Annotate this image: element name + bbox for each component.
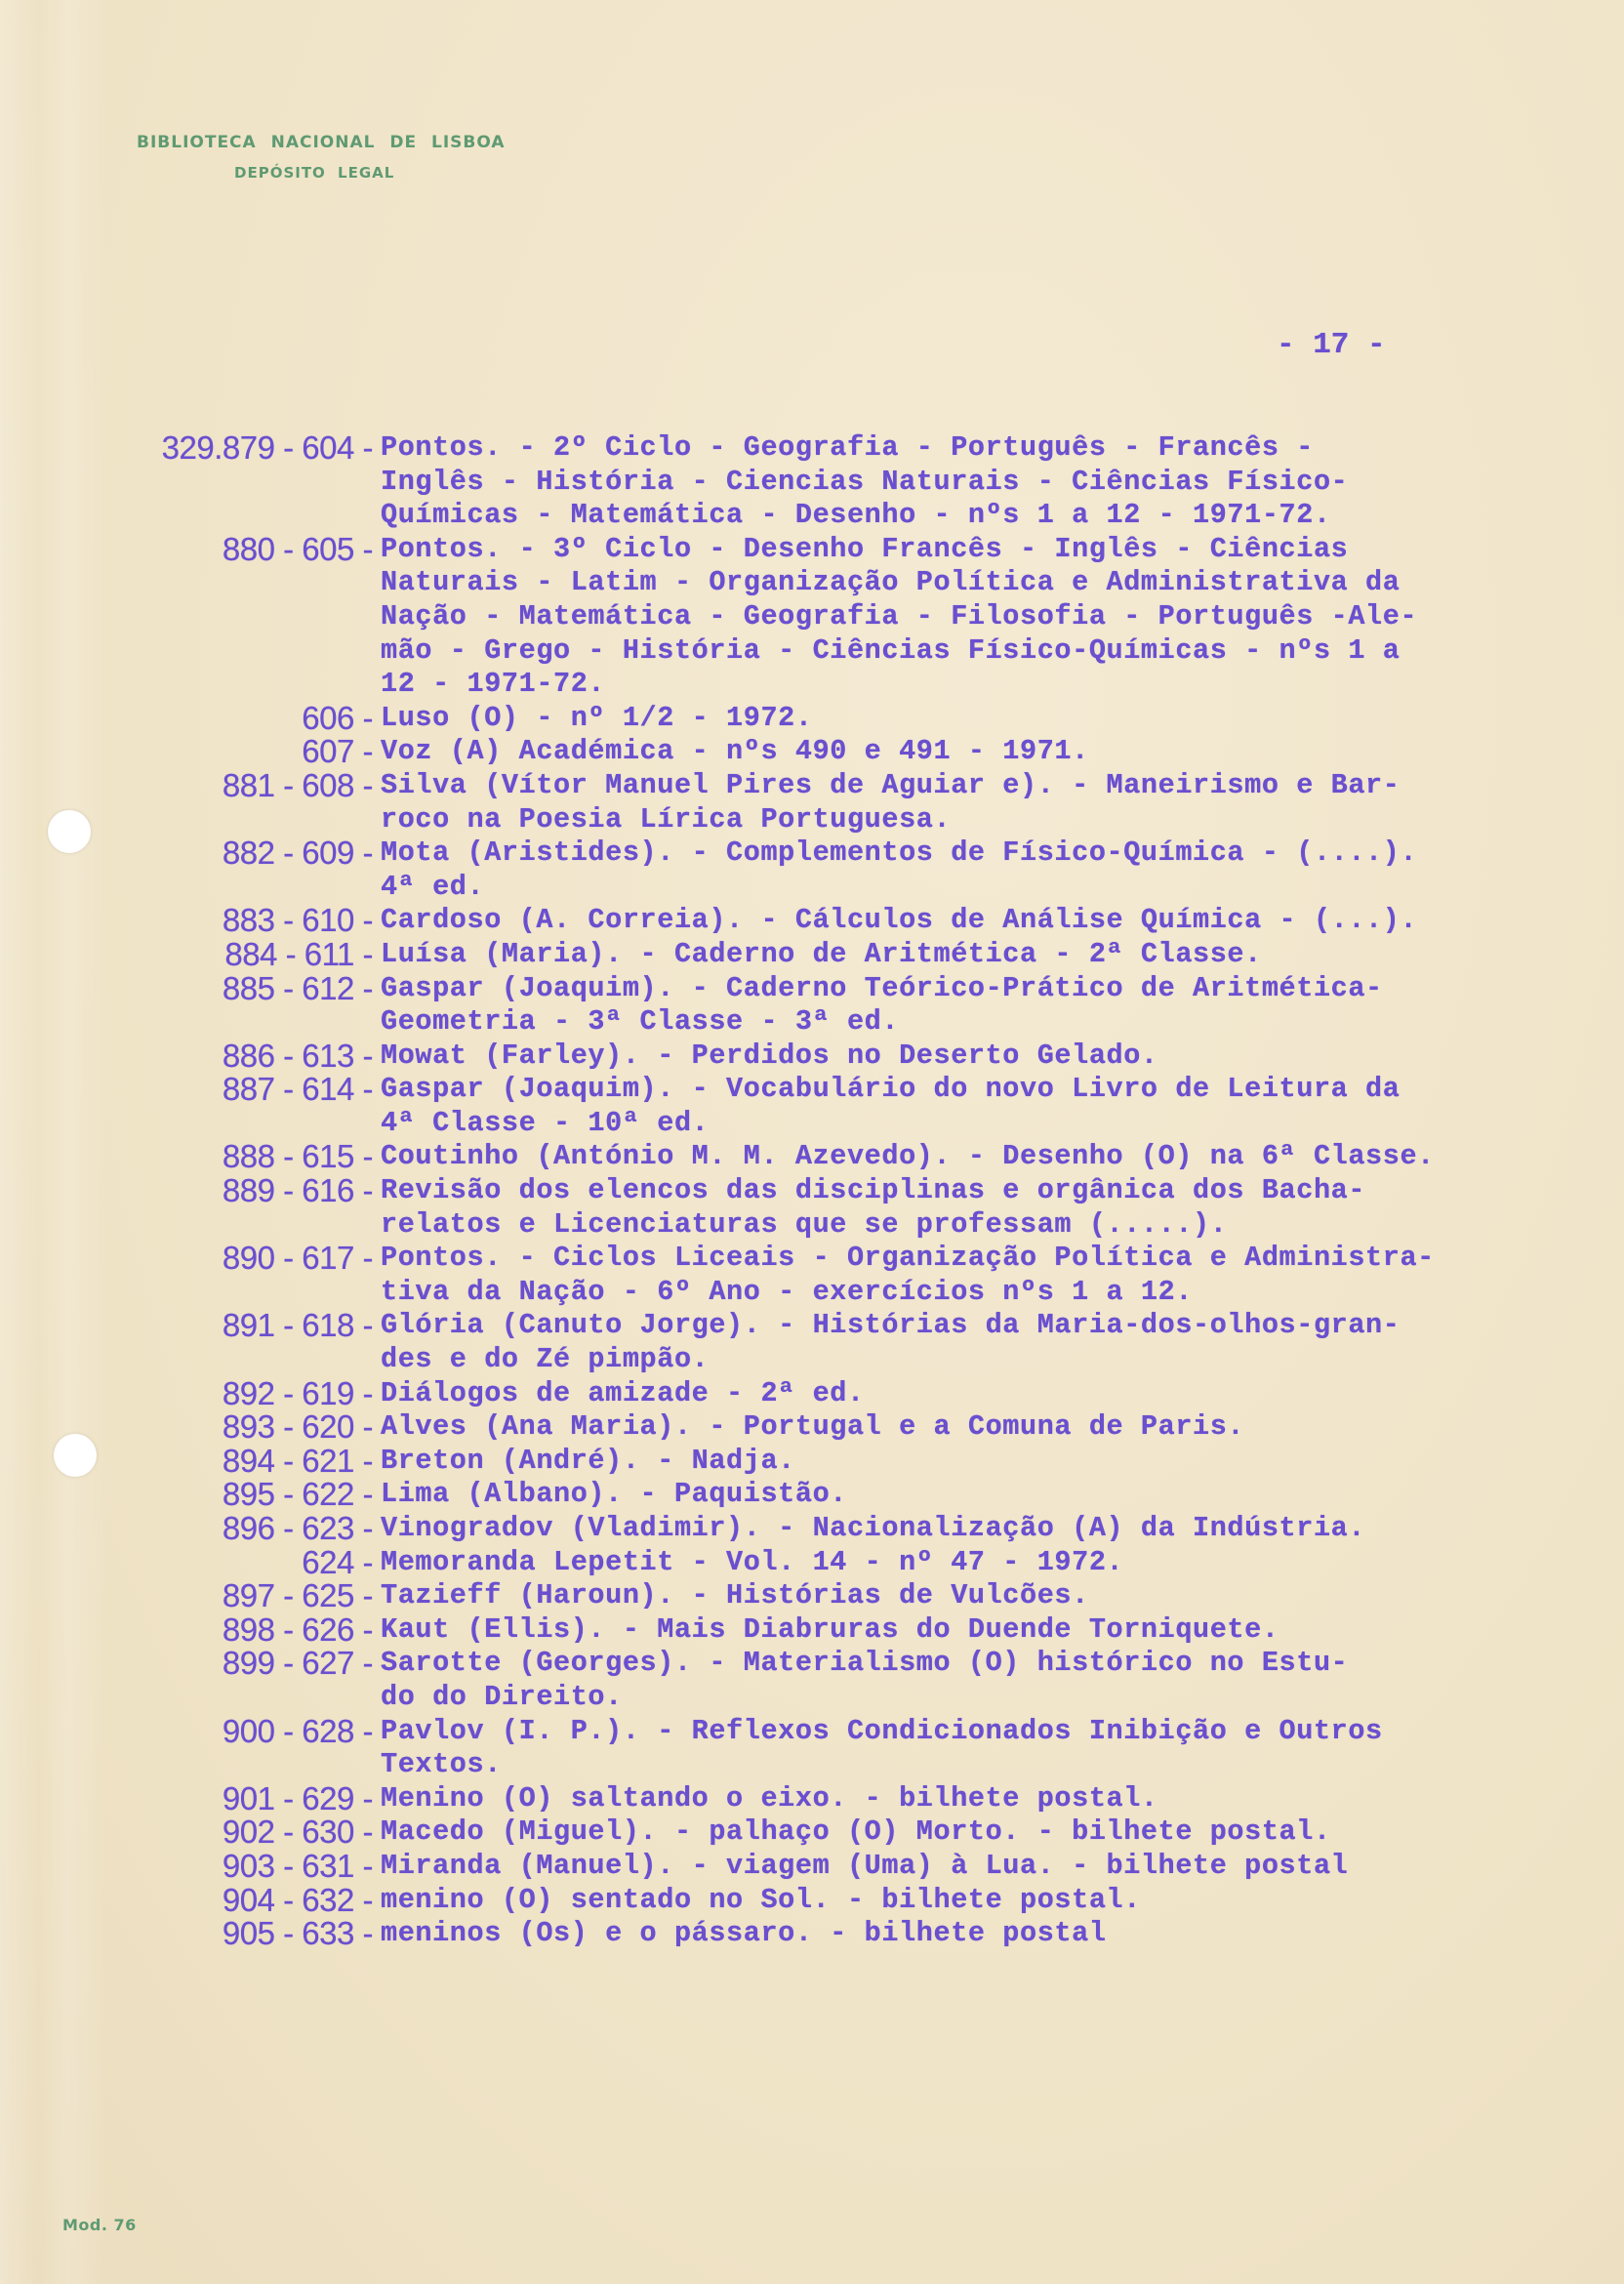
entry-line	[0, 1748, 1624, 1782]
entry-text: 12 - 1971-72.	[381, 668, 606, 701]
entry-line	[0, 1276, 1624, 1310]
entry-number: 887 - 614 -	[222, 1071, 373, 1108]
entry-text: Pontos. - 2º Ciclo - Geografia - Português - Francês -	[381, 431, 1314, 464]
entry-text: Gaspar (Joaquim). - Vocabulário do novo Livro de Leitura da	[381, 1073, 1401, 1106]
entry-line	[0, 1712, 1624, 1749]
entry-text: Nação - Matemática - Geografia - Filosofia - Português -Ale-	[381, 599, 1418, 632]
entry-line	[0, 566, 1624, 600]
entry-number: 897 - 625 -	[222, 1577, 373, 1614]
entry-number: 895 - 622 -	[222, 1476, 373, 1513]
entry-text: Geometria - 3ª Classe - 3ª ed.	[381, 1005, 900, 1039]
entry-line	[0, 1208, 1624, 1243]
entry-line	[0, 1647, 1624, 1681]
form-code: Mod. 76	[62, 2216, 137, 2234]
entry-text: tiva da Nação - 6º Ano - exercícios nºs 1 a 12.	[381, 1275, 1194, 1308]
entry-line	[0, 1512, 1624, 1546]
entry-line	[0, 600, 1624, 634]
entry-number: 889 - 616 -	[222, 1172, 373, 1209]
entry-text: Luso (O) - nº 1/2 - 1972.	[381, 701, 813, 734]
entry-number: 902 - 630 -	[222, 1814, 373, 1851]
entry-line	[0, 699, 1624, 736]
entry-line	[0, 836, 1624, 871]
entry-number: 893 - 620 -	[222, 1408, 373, 1446]
entry-text: 4ª ed.	[381, 870, 485, 903]
entry-line	[0, 1005, 1624, 1040]
entry-text: Mowat (Farley). - Perdidos no Deserto Gelado.	[381, 1039, 1158, 1072]
entry-text: relatos e Licenciaturas que se professam (.....).	[381, 1207, 1228, 1241]
entry-text: Pontos. - 3º Ciclo - Desenho Francês - Inglês - Ciências	[381, 532, 1349, 565]
entry-line	[0, 1579, 1624, 1613]
entry-line	[0, 431, 1624, 466]
entry-line	[0, 466, 1624, 500]
entry-text: Luísa (Maria). - Caderno de Aritmética - 2ª Classe.	[381, 937, 1262, 970]
entry-text: des e do Zé pimpão.	[381, 1343, 710, 1376]
entry-line	[0, 904, 1624, 938]
entry-text: Naturais - Latim - Organização Política e Administrativa da	[381, 566, 1401, 599]
entry-number: 606 -	[302, 699, 373, 736]
entry-number: 894 - 621 -	[222, 1442, 373, 1479]
entry-text: Breton (André). - Nadja.	[381, 1444, 795, 1477]
entry-line	[0, 1613, 1624, 1648]
entry-line	[0, 1847, 1624, 1884]
entry-text: roco na Poesia Lírica Portuguesa.	[381, 802, 952, 836]
entry-text: Químicas - Matemática - Desenho - nºs 1 a 12 - 1971-72.	[381, 499, 1331, 532]
entry-line	[0, 1309, 1624, 1343]
catalog-entries	[0, 431, 1624, 1951]
entry-number: 905 - 633 -	[222, 1915, 373, 1952]
entry-number: 884 - 611 -	[224, 935, 373, 972]
entry-number: 329.879 - 604 -	[161, 429, 373, 466]
entry-number: 882 - 609 -	[222, 835, 373, 872]
entry-text: menino (O) sentado no Sol. - bilhete postal.	[381, 1883, 1141, 1916]
entry-line	[0, 499, 1624, 533]
entry-text: Pavlov (I. P.). - Reflexos Condicionados Inibição e Outros	[381, 1714, 1383, 1747]
entry-line	[0, 1543, 1624, 1580]
entry-number: 624 -	[302, 1543, 373, 1580]
letterhead-department: DEPÓSITO LEGAL	[234, 164, 395, 182]
entry-number: 881 - 608 -	[222, 766, 373, 803]
entry-text: Tazieff (Haroun). - Histórias de Vulcões.	[381, 1579, 1089, 1612]
entry-number: 900 - 628 -	[222, 1712, 373, 1749]
entry-text: Pontos. - Ciclos Liceais - Organização Política e Administra-	[381, 1242, 1435, 1275]
entry-text: Inglês - História - Ciencias Naturais - Ciências Físico-	[381, 465, 1349, 498]
entry-text: Vinogradov (Vladimir). - Nacionalização (A) da Indústria.	[381, 1512, 1366, 1544]
entry-text: Lima (Albano). - Paquistão.	[381, 1478, 847, 1511]
entry-number: 883 - 610 -	[222, 902, 373, 939]
entry-line	[0, 668, 1624, 702]
entry-number: 896 - 623 -	[222, 1510, 373, 1546]
entry-line	[0, 969, 1624, 1006]
entry-text: Alves (Ana Maria). - Portugal e a Comuna de Paris.	[381, 1410, 1245, 1444]
entry-line	[0, 1881, 1624, 1918]
entry-text: Diálogos de amizade - 2ª ed.	[381, 1376, 865, 1409]
entry-number: 899 - 627 -	[222, 1645, 373, 1682]
entry-text: Coutinho (António M. M. Azevedo). - Desenho (O) na 6ª Classe.	[381, 1140, 1435, 1173]
entry-line	[0, 935, 1624, 972]
entry-line	[0, 803, 1624, 837]
entry-number: 898 - 626 -	[222, 1611, 373, 1648]
entry-line	[0, 1174, 1624, 1208]
page-number: - 17 -	[1277, 328, 1386, 362]
entry-line	[0, 1374, 1624, 1411]
entry-text: Gaspar (Joaquim). - Caderno Teórico-Prático de Aritmética-	[381, 971, 1383, 1004]
entry-line	[0, 1242, 1624, 1276]
entry-number: 607 -	[302, 733, 373, 770]
entry-line	[0, 1343, 1624, 1377]
entry-line	[0, 1779, 1624, 1816]
entry-line	[0, 634, 1624, 669]
entry-line	[0, 1442, 1624, 1479]
entry-number: 901 - 629 -	[222, 1779, 373, 1816]
entry-line	[0, 1478, 1624, 1512]
entry-text: Cardoso (A. Correia). - Cálculos de Análise Química - (...).	[381, 904, 1418, 937]
entry-number: 880 - 605 -	[222, 530, 373, 567]
entry-number: 892 - 619 -	[222, 1374, 373, 1411]
entry-text: Textos.	[381, 1748, 502, 1781]
entry-line	[0, 766, 1624, 803]
entry-text: mão - Grego - História - Ciências Físico-Químicas - nºs 1 a	[381, 633, 1401, 667]
entry-text: Sarotte (Georges). - Materialismo (O) histórico no Estu-	[381, 1647, 1349, 1680]
entry-text: Glória (Canuto Jorge). - Histórias da Maria-dos-olhos-gran-	[381, 1309, 1401, 1342]
entry-text: Voz (A) Académica - nºs 490 e 491 - 1971.	[381, 735, 1089, 768]
entry-line	[0, 1140, 1624, 1174]
entry-line	[0, 530, 1624, 567]
entry-text: 4ª Classe - 10ª ed.	[381, 1106, 710, 1139]
entry-text: Kaut (Ellis). - Mais Diabruras do Duende Torniquete.	[381, 1612, 1279, 1646]
entry-number: 904 - 632 -	[222, 1881, 373, 1918]
entry-line	[0, 871, 1624, 905]
entry-text: Memoranda Lepetit - Vol. 14 - nº 47 - 1972.	[381, 1545, 1124, 1578]
entry-line	[0, 735, 1624, 769]
entry-text: Silva (Vítor Manuel Pires de Aguiar e). - Maneirismo e Bar-	[381, 768, 1401, 801]
entry-text: Macedo (Miguel). - palhaço (O) Morto. - bilhete postal.	[381, 1815, 1331, 1849]
entry-number: 903 - 631 -	[222, 1847, 373, 1884]
letterhead-institution: BIBLIOTECA NACIONAL DE LISBOA	[137, 133, 506, 152]
entry-text: Mota (Aristides). - Complementos de Físico-Química - (....).	[381, 836, 1418, 870]
entry-number: 885 - 612 -	[222, 969, 373, 1006]
entry-line	[0, 1410, 1624, 1445]
entry-number: 891 - 618 -	[222, 1307, 373, 1344]
entry-number: 886 - 613 -	[222, 1037, 373, 1074]
entry-line	[0, 1107, 1624, 1141]
entry-text: do do Direito.	[381, 1680, 623, 1713]
entry-text: Revisão dos elencos das disciplinas e orgânica dos Bacha-	[381, 1174, 1366, 1207]
entry-number: 888 - 615 -	[222, 1138, 373, 1175]
entry-line	[0, 1073, 1624, 1107]
entry-text: Miranda (Manuel). - viagem (Uma) à Lua. - bilhete postal	[381, 1849, 1349, 1882]
entry-text: meninos (Os) e o pássaro. - bilhete postal	[381, 1917, 1107, 1950]
entry-line	[0, 1681, 1624, 1715]
entry-text: Menino (O) saltando o eixo. - bilhete postal.	[381, 1781, 1158, 1815]
entry-line	[0, 1917, 1624, 1951]
entry-line	[0, 1815, 1624, 1850]
entry-number: 890 - 617 -	[222, 1240, 373, 1277]
entry-line	[0, 1037, 1624, 1074]
